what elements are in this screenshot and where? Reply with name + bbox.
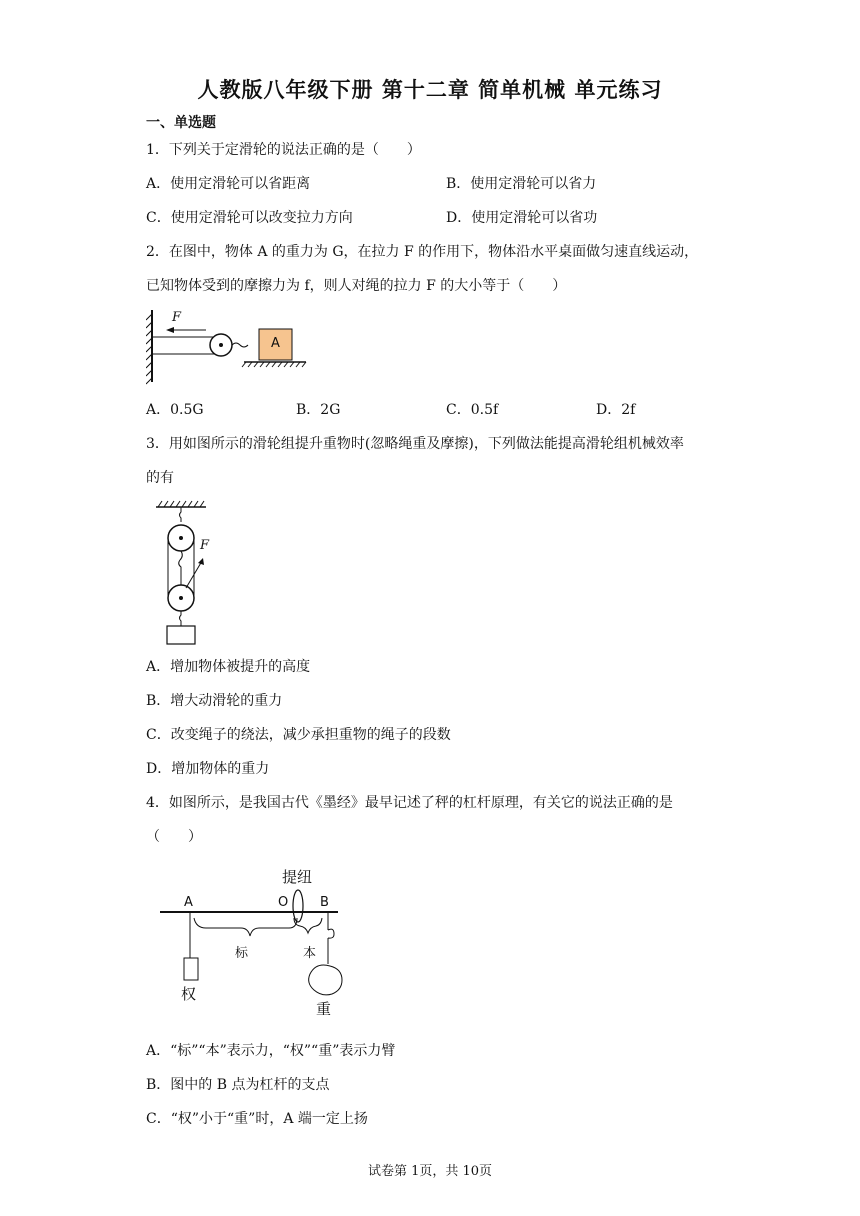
q3-fig-label-f: F	[200, 538, 210, 553]
q4-fig-label-o: O	[278, 895, 289, 910]
section-heading: 一、单选题	[146, 115, 216, 131]
page-footer: 试卷第 1页，共 10页	[367, 1164, 493, 1179]
q4-fig-label-zhong: 重	[316, 1000, 332, 1018]
q2-option-c[interactable]: C．0.5f	[446, 402, 499, 418]
q1-stem: 1．下列关于定滑轮的说法正确的是（ ）	[146, 142, 421, 158]
q2-fig-label-f: F	[172, 310, 182, 325]
q2-stem-line2: 已知物体受到的摩擦力为 f，则人对绳的拉力 F 的大小等于（ ）	[146, 278, 567, 294]
q3-option-a[interactable]: A．增加物体被提升的高度	[146, 659, 311, 675]
q4-fig-label-ben: 本	[303, 946, 317, 961]
q4-option-b[interactable]: B．图中的 B 点为杠杆的支点	[146, 1077, 330, 1093]
q2-option-b[interactable]: B．2G	[296, 402, 341, 418]
q2-fig-label-a: A	[271, 336, 280, 351]
q2-option-a[interactable]: A．0.5G	[146, 402, 204, 418]
q1-option-c[interactable]: C．使用定滑轮可以改变拉力方向	[146, 210, 353, 226]
q4-stem-line1: 4．如图所示，是我国古代《墨经》最早记述了秤的杠杆原理，有关它的说法正确的是	[146, 795, 673, 811]
q3-stem-line2: 的有	[146, 470, 174, 486]
q4-fig-label-biao: 标	[235, 946, 249, 961]
q4-option-c[interactable]: C．“权”小于“重”时，A 端一定上扬	[146, 1111, 368, 1127]
q3-pulley-block-figure	[150, 498, 220, 648]
q4-stem-line2: （ ）	[146, 829, 202, 845]
q2-stem-line1: 2．在图中，物体 A 的重力为 G，在拉力 F 的作用下，物体沿水平桌面做匀速直线运动，	[146, 244, 699, 260]
q3-option-b[interactable]: B．增大动滑轮的重力	[146, 693, 283, 709]
q4-fig-label-quan: 权	[181, 985, 197, 1003]
q4-fig-label-b: B	[320, 895, 329, 910]
q1-option-b[interactable]: B．使用定滑轮可以省力	[446, 176, 597, 192]
q4-fig-label-a: A	[184, 895, 193, 910]
page-title: 人教版八年级下册 第十二章 简单机械 单元练习	[197, 78, 663, 102]
q4-option-a[interactable]: A．“标”“本”表示力，“权”“重”表示力臂	[146, 1043, 396, 1059]
q1-option-d[interactable]: D．使用定滑轮可以省功	[446, 210, 598, 226]
q4-fig-label-tinu: 提纽	[282, 868, 313, 886]
q3-option-d[interactable]: D．增加物体的重力	[146, 761, 270, 777]
q1-option-a[interactable]: A．使用定滑轮可以省距离	[146, 176, 311, 192]
q2-option-d[interactable]: D．2f	[596, 402, 636, 418]
q3-option-c[interactable]: C．改变绳子的绕法，减少承担重物的绳子的段数	[146, 727, 451, 743]
q3-stem-line1: 3．用如图所示的滑轮组提升重物时(忽略绳重及摩擦)，下列做法能提高滑轮组机械效率	[146, 436, 684, 452]
